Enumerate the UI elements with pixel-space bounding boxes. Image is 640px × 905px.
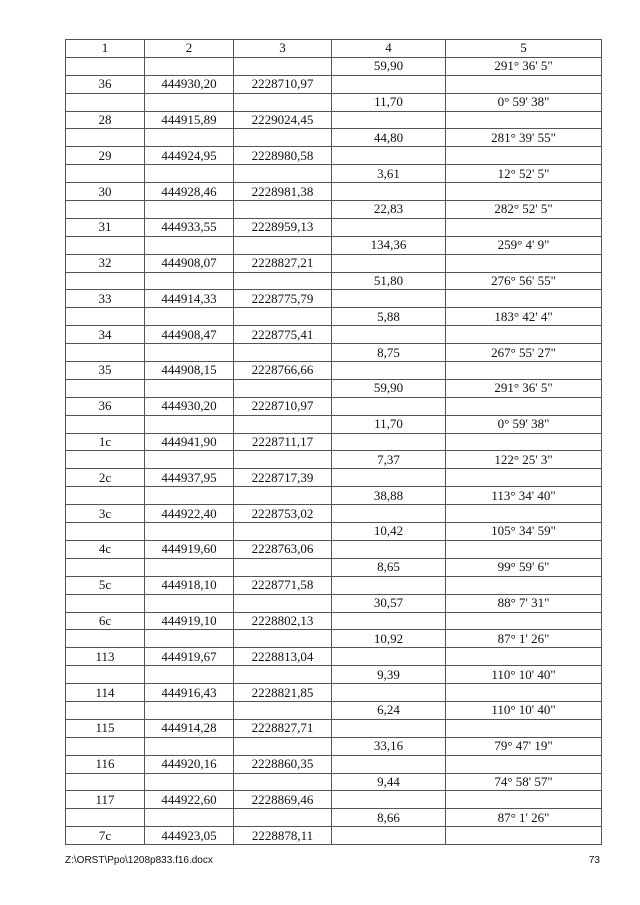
table-row [66,397,602,415]
table-row [66,57,602,75]
x-coordinate-cell [145,165,234,183]
bearing-cell [446,183,602,201]
table-row [66,183,602,201]
header-col-2: 2 [145,40,234,58]
x-coordinate-cell [145,773,234,791]
x-coordinate-cell: 444922,40 [145,505,234,523]
point-number-cell [66,165,145,183]
distance-cell [332,254,446,272]
x-coordinate-cell [145,415,234,433]
distance-cell [332,218,446,236]
point-number-cell: 32 [66,254,145,272]
y-coordinate-cell: 2228775,41 [234,326,332,344]
bearing-cell: 74° 58' 57" [446,773,602,791]
distance-cell: 30,57 [332,594,446,612]
x-coordinate-cell [145,129,234,147]
y-coordinate-cell: 2228753,02 [234,505,332,523]
point-number-cell [66,201,145,219]
header-col-5: 5 [446,40,602,58]
table-row [66,648,602,666]
distance-cell: 6,24 [332,701,446,719]
table-row [66,612,602,630]
table-row [66,540,602,558]
y-coordinate-cell: 2228766,66 [234,362,332,380]
x-coordinate-cell: 444928,46 [145,183,234,201]
point-number-cell [66,487,145,505]
distance-cell [332,648,446,666]
table-row [66,433,602,451]
bearing-cell: 291° 36' 5" [446,379,602,397]
point-number-cell [66,451,145,469]
x-coordinate-cell: 444920,16 [145,755,234,773]
point-number-cell [66,57,145,75]
bearing-cell [446,648,602,666]
y-coordinate-cell [234,773,332,791]
x-coordinate-cell: 444919,67 [145,648,234,666]
table-header-row [66,40,602,58]
distance-cell: 33,16 [332,737,446,755]
bearing-cell: 0° 59' 38" [446,93,602,111]
bearing-cell: 87° 1' 26" [446,630,602,648]
point-number-cell: 35 [66,362,145,380]
bearing-cell [446,576,602,594]
x-coordinate-cell: 444908,15 [145,362,234,380]
table-row [66,272,602,290]
distance-cell: 10,92 [332,630,446,648]
x-coordinate-cell [145,558,234,576]
table-row [66,523,602,541]
y-coordinate-cell [234,737,332,755]
bearing-cell: 0° 59' 38" [446,415,602,433]
x-coordinate-cell [145,523,234,541]
distance-cell: 51,80 [332,272,446,290]
bearing-cell: 79° 47' 19" [446,737,602,755]
table-row [66,755,602,773]
distance-cell [332,183,446,201]
x-coordinate-cell: 444930,20 [145,75,234,93]
x-coordinate-cell [145,236,234,254]
table-row [66,147,602,165]
point-number-cell [66,737,145,755]
y-coordinate-cell [234,93,332,111]
x-coordinate-cell [145,344,234,362]
bearing-cell [446,827,602,845]
x-coordinate-cell [145,701,234,719]
y-coordinate-cell [234,344,332,362]
distance-cell: 8,75 [332,344,446,362]
point-number-cell: 33 [66,290,145,308]
point-number-cell [66,93,145,111]
x-coordinate-cell [145,93,234,111]
distance-cell [332,290,446,308]
coordinates-table [65,39,602,845]
bearing-cell [446,505,602,523]
distance-cell: 7,37 [332,451,446,469]
page-number: 73 [588,855,600,866]
point-number-cell [66,523,145,541]
point-number-cell: 2c [66,469,145,487]
y-coordinate-cell: 2228869,46 [234,791,332,809]
point-number-cell: 114 [66,684,145,702]
point-number-cell: 5c [66,576,145,594]
distance-cell [332,684,446,702]
point-number-cell [66,344,145,362]
y-coordinate-cell: 2228802,13 [234,612,332,630]
distance-cell [332,397,446,415]
x-coordinate-cell [145,737,234,755]
point-number-cell: 6c [66,612,145,630]
distance-cell [332,540,446,558]
y-coordinate-cell: 2228710,97 [234,397,332,415]
footer-file-path: Z:\ORST\Ppo\1208p833.f16.docx [65,855,213,866]
y-coordinate-cell: 2229024,45 [234,111,332,129]
table-row [66,594,602,612]
bearing-cell [446,684,602,702]
table-row [66,379,602,397]
y-coordinate-cell [234,201,332,219]
distance-cell: 44,80 [332,129,446,147]
x-coordinate-cell: 444919,10 [145,612,234,630]
bearing-cell [446,397,602,415]
y-coordinate-cell [234,594,332,612]
bearing-cell [446,791,602,809]
distance-cell [332,755,446,773]
distance-cell: 9,44 [332,773,446,791]
bearing-cell: 12° 52' 5" [446,165,602,183]
x-coordinate-cell: 444918,10 [145,576,234,594]
header-col-4: 4 [332,40,446,58]
y-coordinate-cell [234,236,332,254]
bearing-cell [446,469,602,487]
x-coordinate-cell: 444933,55 [145,218,234,236]
distance-cell: 9,39 [332,666,446,684]
distance-cell: 38,88 [332,487,446,505]
x-coordinate-cell: 444915,89 [145,111,234,129]
point-number-cell [66,308,145,326]
y-coordinate-cell [234,523,332,541]
x-coordinate-cell [145,272,234,290]
y-coordinate-cell [234,165,332,183]
bearing-cell [446,433,602,451]
y-coordinate-cell: 2228959,13 [234,218,332,236]
point-number-cell: 1c [66,433,145,451]
x-coordinate-cell: 444923,05 [145,827,234,845]
distance-cell [332,576,446,594]
table-row [66,791,602,809]
x-coordinate-cell [145,201,234,219]
x-coordinate-cell: 444916,43 [145,684,234,702]
y-coordinate-cell: 2228763,06 [234,540,332,558]
table-row [66,415,602,433]
table-row [66,451,602,469]
y-coordinate-cell: 2228710,97 [234,75,332,93]
table-row [66,684,602,702]
table-row [66,487,602,505]
bearing-cell: 110° 10' 40" [446,666,602,684]
x-coordinate-cell [145,451,234,469]
x-coordinate-cell [145,57,234,75]
y-coordinate-cell: 2228711,17 [234,433,332,451]
point-number-cell: 29 [66,147,145,165]
bearing-cell: 183° 42' 4" [446,308,602,326]
y-coordinate-cell [234,415,332,433]
point-number-cell: 36 [66,75,145,93]
bearing-cell [446,111,602,129]
y-coordinate-cell [234,57,332,75]
x-coordinate-cell: 444924,95 [145,147,234,165]
distance-cell [332,505,446,523]
bearing-cell [446,719,602,737]
bearing-cell: 259° 4' 9" [446,236,602,254]
table-row [66,505,602,523]
y-coordinate-cell [234,558,332,576]
table-row [66,75,602,93]
table-row [66,666,602,684]
y-coordinate-cell [234,487,332,505]
y-coordinate-cell: 2228771,58 [234,576,332,594]
table-row [66,344,602,362]
table-row [66,362,602,380]
bearing-cell: 110° 10' 40" [446,701,602,719]
bearing-cell: 105° 34' 59" [446,523,602,541]
table-row [66,809,602,827]
distance-cell [332,75,446,93]
distance-cell [332,791,446,809]
table-body [66,57,602,844]
x-coordinate-cell [145,594,234,612]
x-coordinate-cell: 444908,07 [145,254,234,272]
distance-cell: 3,61 [332,165,446,183]
distance-cell: 11,70 [332,415,446,433]
y-coordinate-cell: 2228878,11 [234,827,332,845]
distance-cell: 5,88 [332,308,446,326]
point-number-cell [66,558,145,576]
y-coordinate-cell [234,272,332,290]
y-coordinate-cell: 2228821,85 [234,684,332,702]
y-coordinate-cell [234,379,332,397]
y-coordinate-cell: 2228813,04 [234,648,332,666]
point-number-cell: 28 [66,111,145,129]
bearing-cell [446,147,602,165]
header-col-1: 1 [66,40,145,58]
x-coordinate-cell [145,487,234,505]
point-number-cell [66,594,145,612]
table-row [66,236,602,254]
bearing-cell: 267° 55' 27" [446,344,602,362]
distance-cell [332,827,446,845]
bearing-cell [446,75,602,93]
y-coordinate-cell [234,809,332,827]
x-coordinate-cell [145,379,234,397]
distance-cell [332,612,446,630]
table-row [66,129,602,147]
x-coordinate-cell: 444919,60 [145,540,234,558]
table-row [66,111,602,129]
point-number-cell [66,272,145,290]
bearing-cell [446,326,602,344]
x-coordinate-cell [145,630,234,648]
table-row [66,737,602,755]
bearing-cell: 113° 34' 40" [446,487,602,505]
x-coordinate-cell: 444914,33 [145,290,234,308]
point-number-cell: 115 [66,719,145,737]
bearing-cell [446,612,602,630]
point-number-cell: 36 [66,397,145,415]
y-coordinate-cell [234,308,332,326]
table-row [66,254,602,272]
x-coordinate-cell [145,809,234,827]
table-row [66,165,602,183]
x-coordinate-cell: 444937,95 [145,469,234,487]
x-coordinate-cell: 444922,60 [145,791,234,809]
bearing-cell: 291° 36' 5" [446,57,602,75]
point-number-cell: 113 [66,648,145,666]
point-number-cell [66,773,145,791]
header-col-3: 3 [234,40,332,58]
table-row [66,558,602,576]
bearing-cell: 276° 56' 55" [446,272,602,290]
y-coordinate-cell [234,129,332,147]
x-coordinate-cell [145,666,234,684]
point-number-cell: 7c [66,827,145,845]
distance-cell: 10,42 [332,523,446,541]
point-number-cell: 30 [66,183,145,201]
table-row [66,630,602,648]
bearing-cell [446,290,602,308]
point-number-cell: 34 [66,326,145,344]
y-coordinate-cell: 2228860,35 [234,755,332,773]
point-number-cell [66,415,145,433]
x-coordinate-cell: 444941,90 [145,433,234,451]
distance-cell: 134,36 [332,236,446,254]
bearing-cell: 88° 7' 31" [446,594,602,612]
table-row [66,827,602,845]
y-coordinate-cell [234,630,332,648]
bearing-cell [446,362,602,380]
x-coordinate-cell: 444914,28 [145,719,234,737]
y-coordinate-cell: 2228827,71 [234,719,332,737]
table-row [66,93,602,111]
y-coordinate-cell: 2228775,79 [234,290,332,308]
table-row [66,576,602,594]
point-number-cell [66,129,145,147]
y-coordinate-cell [234,451,332,469]
distance-cell: 22,83 [332,201,446,219]
y-coordinate-cell [234,666,332,684]
distance-cell: 59,90 [332,379,446,397]
table-row [66,701,602,719]
bearing-cell [446,755,602,773]
distance-cell [332,362,446,380]
bearing-cell: 87° 1' 26" [446,809,602,827]
x-coordinate-cell [145,308,234,326]
point-number-cell [66,236,145,254]
y-coordinate-cell: 2228827,21 [234,254,332,272]
bearing-cell: 281° 39' 55" [446,129,602,147]
point-number-cell: 3c [66,505,145,523]
table-row [66,308,602,326]
distance-cell: 8,66 [332,809,446,827]
distance-cell: 59,90 [332,57,446,75]
distance-cell [332,433,446,451]
bearing-cell [446,254,602,272]
y-coordinate-cell [234,701,332,719]
distance-cell [332,719,446,737]
point-number-cell: 31 [66,218,145,236]
bearing-cell [446,540,602,558]
distance-cell: 8,65 [332,558,446,576]
bearing-cell [446,218,602,236]
point-number-cell [66,379,145,397]
point-number-cell: 117 [66,791,145,809]
point-number-cell [66,666,145,684]
table-row [66,469,602,487]
y-coordinate-cell: 2228981,38 [234,183,332,201]
x-coordinate-cell: 444930,20 [145,397,234,415]
bearing-cell: 282° 52' 5" [446,201,602,219]
table-row [66,201,602,219]
point-number-cell [66,809,145,827]
table-row [66,326,602,344]
distance-cell: 11,70 [332,93,446,111]
point-number-cell [66,630,145,648]
table-row [66,719,602,737]
y-coordinate-cell: 2228717,39 [234,469,332,487]
distance-cell [332,326,446,344]
table-row [66,290,602,308]
table-row [66,218,602,236]
x-coordinate-cell: 444908,47 [145,326,234,344]
bearing-cell: 122° 25' 3" [446,451,602,469]
bearing-cell: 99° 59' 6" [446,558,602,576]
point-number-cell [66,701,145,719]
y-coordinate-cell: 2228980,58 [234,147,332,165]
distance-cell [332,469,446,487]
table-row [66,773,602,791]
point-number-cell: 4c [66,540,145,558]
distance-cell [332,111,446,129]
distance-cell [332,147,446,165]
point-number-cell: 116 [66,755,145,773]
